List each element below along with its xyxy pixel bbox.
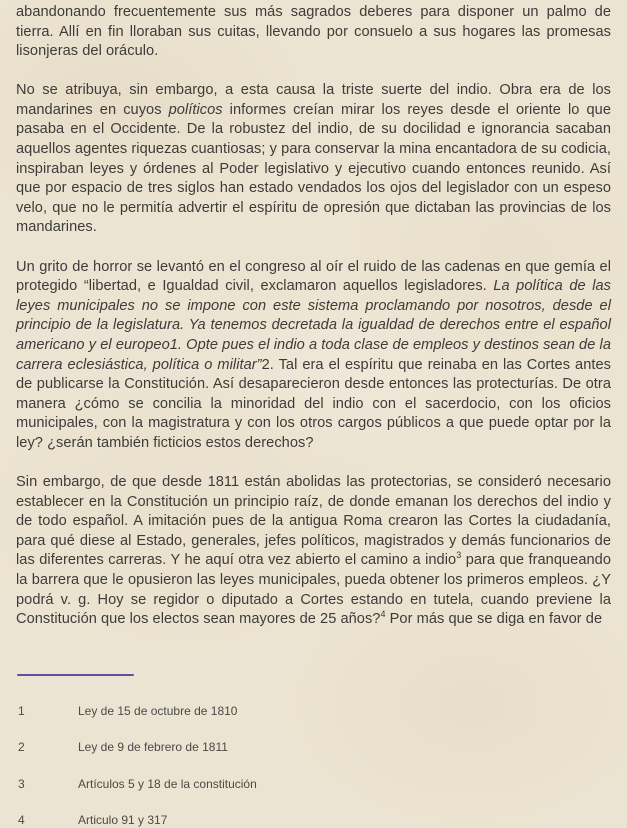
footnote-text: Artículos 5 y 18 de la constitución: [78, 776, 257, 791]
footnote-separator: [17, 674, 134, 676]
paragraph: [16, 3, 611, 62]
footnote-text: Ley de 9 de febrero de 1811: [78, 740, 228, 755]
text-segment: No se atribuya, sin embargo, a esta causa la triste suerte del indio. Obra era de los mandarines en cuyos: [16, 82, 611, 118]
text-segment: La política de las leyes municipales no se impone con este sistema proclamando por nosotros, desde el principio de la legislatura. Ya tenemos decretada la igualdad de derechos entre el español americano y el europeo1. Opte pues el indio a toda clase de empleos y destinos sean de la carrera eclesiástica, política o militar”: [16, 278, 611, 373]
paragraph: [16, 258, 611, 454]
text-segment: 2. Tal era el espíritu que reinaba en las Cortes antes de publicarse la Constitución. Así desaparecieron desde entonces las protecturías. De otra manera ¿cómo se concilia la minoridad del indio con el sacerdocio, con los oficios municipales, con la magistratura y con los otros cargos públicos a que puede optar por la ley? ¿serán también ficticios estos derechos?: [16, 356, 611, 451]
body-text: [16, 3, 611, 630]
text-segment: para que franqueando la barrera que le opusieron las leyes municipales, pueda obtener los primeros empleos. ¿Y podrá v. g. Hoy se regidor o diputado a Cortes estando en tutela, cuando previene la Constitución que los electos sean mayores de 25 años?: [16, 552, 612, 628]
text-segment: políticos: [168, 101, 223, 118]
footnote: [16, 777, 611, 791]
paragraph: [16, 473, 611, 630]
footnote-number: 1: [18, 703, 25, 718]
footnote-number: 2: [18, 740, 25, 755]
footnote-number: 4: [18, 813, 25, 828]
text-segment: informes creían mirar los reyes desde el oriente lo que pasaba en el Occidente. De la robustez del indio, de su docilidad e ignorancia sacaban aquellos agentes riquezas cuantiosas; y para conservar la mina encantadora de su codicia, inspiraban leyes y órdenes al Poder legislativo y ejecutivo cuando entonces reunido. Así que por espacio de tres siglos han estado vendados los ojos del legislador con un espeso velo, que no le permitía advertir el espíritu de opresión que dictaban las provincias de los mandarines.: [16, 101, 611, 236]
text-segment: Un grito de horror se levantó en el congreso al oír el ruido de las cadenas en que gemía el protegido “libertad, e Igualdad civil, exclamaron aquellos legisladores.: [16, 258, 611, 295]
paragraph: [16, 81, 611, 238]
footnotes-section: [16, 704, 611, 828]
text-segment: Sin embargo, de que desde 1811 están abolidas las protectorias, se consideró necesario establecer en la Constitución un principio raíz, de donde emanan los derechos del indio y de todo español. A imitación pues de la antigua Roma crearon las Cortes la ciudadanía, para qué diese al Estado, generales, jefes políticos, magistrados y demás funcionarios de las diferentes carreras. Y he aquí otra vez abierto el camino a indio: [16, 473, 611, 569]
footnote-text: Ley de 15 de octubre de 1810: [78, 703, 238, 718]
text-segment: Por más que se diga en favor de: [385, 611, 603, 628]
footnote: [16, 704, 611, 718]
text-segment: abandonando frecuentemente sus más sagrados deberes para disponer un palmo de tierra. Allí en fin lloraban sus cuitas, llevando por consuelo a sus hogares las promesas lisonjeras del oráculo.: [16, 4, 611, 60]
footnote-reference: 3: [456, 550, 462, 561]
footnote: [16, 813, 611, 827]
footnote-text: Articulo 91 y 317: [78, 813, 168, 828]
footnote: [16, 740, 611, 754]
footnote-number: 3: [18, 776, 25, 791]
footnote-reference: 4: [380, 609, 386, 620]
